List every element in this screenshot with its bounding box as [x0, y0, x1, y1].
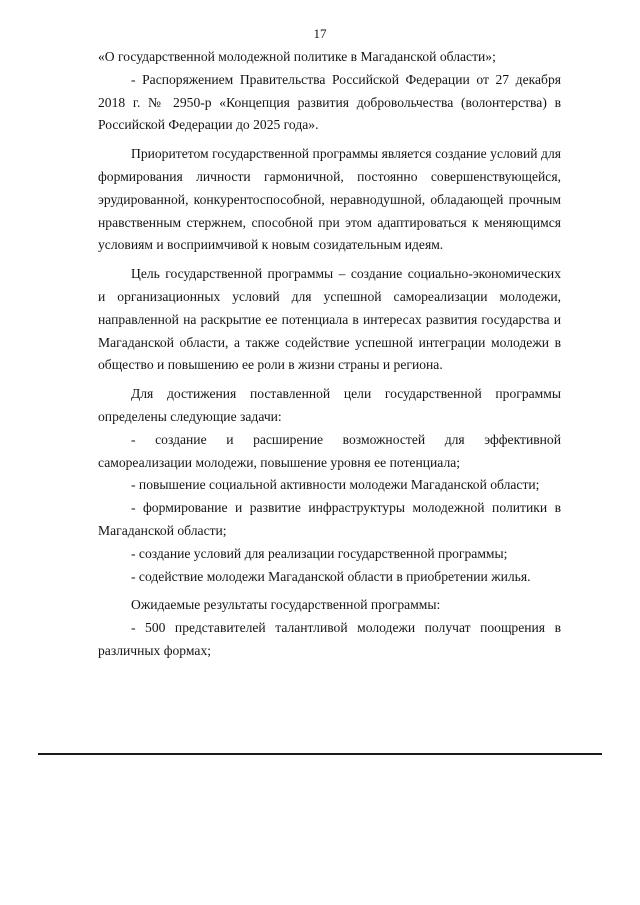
paragraph-law-title: «О государственной молодежной политике в Магаданской области»; [98, 49, 496, 64]
paragraph-tasks-intro: Для достижения поставленной цели государственной программы определены следующие задачи: [98, 386, 561, 424]
task-item: - повышение социальной активности молодежи Магаданской области; [131, 477, 540, 493]
task-item: - создание условий для реализации государственной программы; [131, 545, 508, 561]
task-item: - содействие молодежи Магаданской области в приобретении жилья. [131, 568, 531, 584]
paragraph-government-order: - Распоряжением Правительства Российской Федерации от 27 декабря 2018 г. № 2950-р «Концепция развития добровольчества (волонтерства) в Российской Федерации до 2025 года». [98, 71, 561, 133]
paragraph-goal: Цель государственной программы – создание социально-экономических и организационных условий для успешной самореализации молодежи, направленной на раскрытие ее потенциала в интересах развития государства и Магаданской области, а также содействие успешной интеграции молодежи в общество и повышению ее роли в жизни страны и региона. [98, 266, 561, 373]
result-item: - 500 представителей талантливой молодежи получат поощрения в различных формах; [98, 620, 561, 658]
paragraph-expected-results: Ожидаемые результаты государственной программы: [131, 597, 441, 613]
paragraph-priority: Приоритетом государственной программы является создание условий для формирования личности гармоничной, постоянно совершенствующейся, эрудированной, конкурентоспособной, неравнодушной, обладающей прочным нравственным стержнем, способной при этом адаптироваться к меняющимся условиям и восприимчивой к новым созидательным идеям. [98, 146, 561, 253]
footer-divider [38, 753, 602, 755]
document-body [98, 46, 561, 663]
page-number: 17 [313, 26, 327, 41]
task-item: - создание и расширение возможностей для эффективной самореализации молодежи, повышение уровня ее потенциала; [98, 431, 561, 470]
task-item: - формирование и развитие инфраструктуры молодежной политики в Магаданской области; [98, 500, 561, 538]
